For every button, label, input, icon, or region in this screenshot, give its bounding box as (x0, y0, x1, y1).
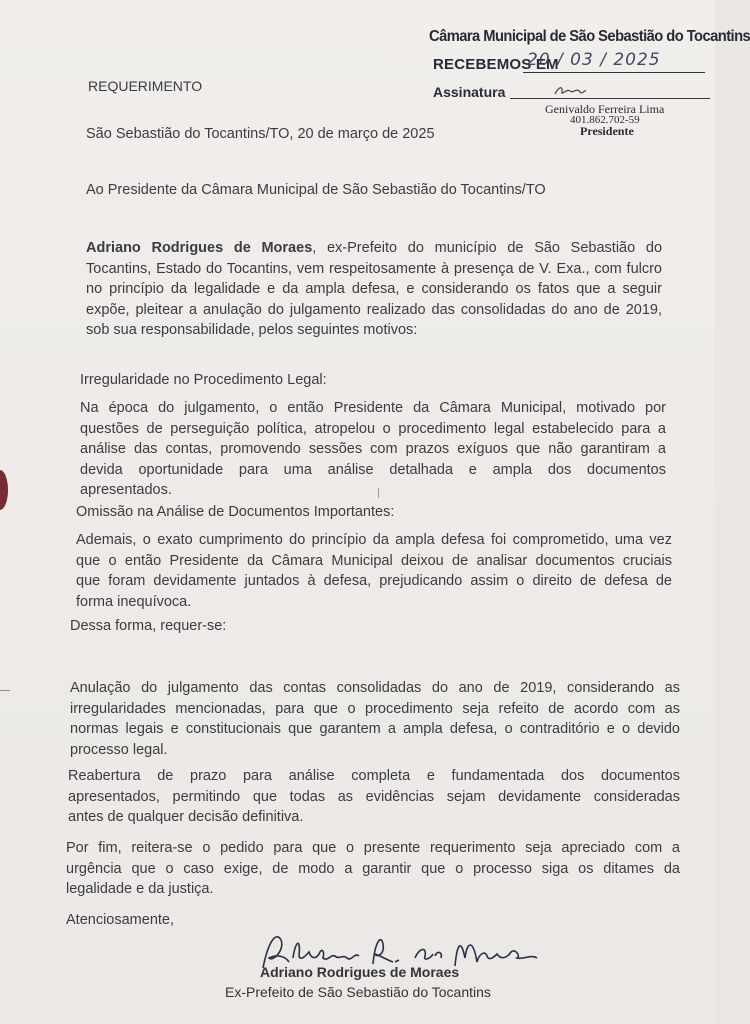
section2-title: Omissão na Análise de Documentos Importantes: (76, 504, 395, 520)
request1-paragraph (70, 678, 680, 760)
salutation: Atenciosamente, (66, 912, 175, 928)
section1-line: análise das contas, promovendo sessões com prazos exíguos que não garantiram a (80, 441, 666, 457)
signatory-name: Adriano Rodrigues de Moraes (260, 964, 460, 980)
receipt-stamp (425, 28, 750, 138)
stamp-official-role: Presidente (580, 124, 634, 138)
section1-line: questões de perseguição política, atropelou o procedimento legal estabelecido para a (80, 420, 666, 437)
request2-line: antes de qualquer decisão definitiva. (68, 809, 304, 825)
closing-line: legalidade e da justiça. (66, 881, 214, 897)
section2-paragraph (76, 530, 672, 612)
section2-line: forma inequívoca. (76, 593, 192, 610)
closing-line: urgência que o caso exige, de modo a garantir que o processo siga os ditames da (66, 860, 680, 877)
request2-line: apresentados, permitindo que todas as evidências sejam devidamente consideradas (68, 788, 680, 805)
place-date: São Sebastião do Tocantins/TO, 20 de março de 2025 (86, 126, 435, 142)
closing-paragraph (66, 838, 680, 900)
section2-line: que o então Presidente da Câmara Municipal deixou de analisar documentos cruciais (76, 552, 672, 569)
request1-line: Anulação do julgamento das contas consolidadas do ano de 2019, considerando as (70, 680, 680, 696)
requester-name: Adriano Rodrigues de Moraes (86, 240, 313, 256)
signature-block (215, 928, 545, 1008)
request-intro: Dessa forma, requer-se: (70, 618, 227, 634)
closing-line: Por fim, reitera-se o pedido para que o presente requerimento seja apreciado com a (66, 840, 680, 856)
stamp-official-name: Genivaldo Ferreira Lima (545, 102, 665, 116)
addressee: Ao Presidente da Câmara Municipal de São Sebastião do Tocantins/TO (86, 182, 546, 198)
intro-line-1: Adriano Rodrigues de Moraes, ex-Prefeito do município de São Sebastião do (86, 240, 663, 256)
stamp-title: Câmara Municipal de São Sebastião do Tocantins (429, 28, 750, 45)
stamp-signature-line (510, 98, 710, 99)
intro-paragraph (86, 238, 662, 341)
section1-line: Na época do julgamento, o então Presidente da Câmara Municipal, motivado por (80, 400, 666, 416)
section1-paragraph (80, 398, 666, 501)
section1-line: devida oportunidade para uma análise detalhada e ampla dos documentos (80, 461, 666, 478)
red-object-edge (0, 470, 8, 510)
signatory-role: Ex-Prefeito de São Sebastião do Tocantins (225, 984, 491, 1000)
intro-line-5: sob sua responsabilidade, pelos seguintes motivos: (86, 322, 418, 338)
section1-line: apresentados. (80, 482, 172, 498)
request2-line: Reabertura de prazo para análise completa e fundamentada dos documentos (68, 768, 680, 784)
request1-line: processo legal. (70, 741, 168, 758)
stamp-received-label: RECEBEMOS EM (433, 56, 559, 73)
intro-line-4: expõe, pleitear a anulação do julgamento realizado das consolidadas do ano de 2019, (86, 301, 662, 318)
intro-line-2: Tocantins, Estado do Tocantins, vem respeitosamente à presença de V. Exa., com fulcro (86, 260, 662, 277)
stamp-initials-scribble (553, 84, 587, 98)
request1-line: irregularidades mencionadas, para que o procedimento seja refeito de acordo com as (70, 700, 680, 717)
section2-line: que foram devidamente juntados à defesa, prejudicando assim o direito de defesa de (76, 573, 672, 589)
stamp-official-id: 401.862.702-59 (570, 114, 640, 126)
request1-line: normas legais e constitucionais que garantem a ampla defesa, o contraditório e o devido (70, 721, 680, 737)
stamp-date: 20 / 03 / 2025 (527, 50, 661, 70)
stamp-date-line (523, 72, 705, 73)
stamp-signature-label: Assinatura (433, 84, 506, 100)
intro-line-3: no princípio da legalidade e da ampla defesa, e considerando os fatos que a seguir (86, 281, 662, 297)
section2-line: Ademais, o exato cumprimento do princípio da ampla defesa foi comprometido, uma vez (76, 532, 672, 548)
document-heading: REQUERIMENTO (88, 78, 203, 94)
edge-mark (0, 690, 10, 691)
section1-title: Irregularidade no Procedimento Legal: (80, 372, 327, 388)
request2-paragraph (68, 766, 680, 828)
